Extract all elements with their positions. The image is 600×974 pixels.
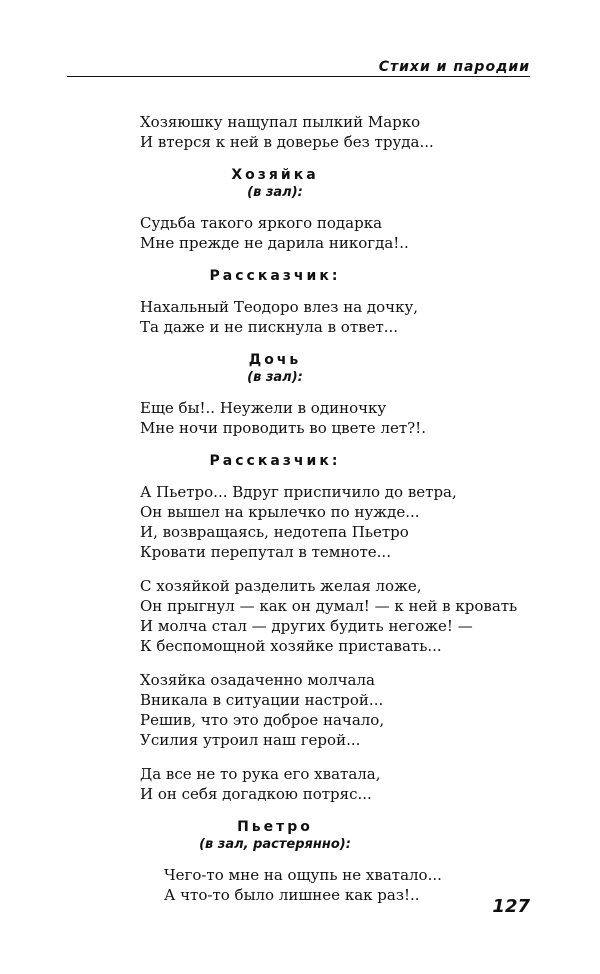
stanza-gap [140,562,540,576]
stanza-gap [140,750,540,764]
verse-line: Нахальный Теодоро влез на дочку, [140,298,419,316]
page-number: 127 [492,896,530,917]
verse-line: Вникала в ситуации настрой... [140,691,384,709]
speaker-name: Рассказчик: [209,268,341,284]
speaker-name: Дочь [248,352,302,368]
speaker-block [140,351,410,386]
stanza [140,213,540,253]
verse-line: Он вышел на крылечко по нужде... [140,503,420,521]
speaker-name: Рассказчик: [209,453,341,469]
running-title: Стихи и пародии [378,59,530,75]
verse-line: Он прыгнул — как он думал! — к ней в кровать [140,597,518,615]
stage-direction: (в зал): [247,370,303,385]
stanza [140,112,540,152]
verse-line: Еще бы!.. Неужели в одиночку [140,399,387,417]
verse-line: Хозяйка озадаченно молчала [140,671,375,689]
stanza [140,398,540,438]
verse-line: Усилия утроил наш герой... [140,731,361,749]
stanza [140,865,540,905]
verse-line: Судьба такого яркого подарка [140,214,383,232]
verse-line: С хозяйкой разделить желая ложе, [140,577,422,595]
verse-line: И, возвращаясь, недотепа Пьетро [140,523,409,541]
speaker-name: Хозяйка [231,167,319,183]
verse-line: Хозяюшку нащупал пылкий Марко [140,113,421,131]
speaker-block [140,818,410,853]
stage-direction: (в зал): [247,185,303,200]
poem-body [140,112,540,905]
stage-direction: (в зал, растерянно): [199,837,351,852]
stanza [140,670,540,750]
verse-line: И молча стал — других будить негоже! — [140,617,473,635]
stanza [140,482,540,562]
verse-line: А что-то было лишнее как раз!.. [164,886,420,904]
stanza [140,576,540,656]
verse-line: Чего-то мне на ощупь не хватало... [164,866,442,884]
verse-line: Мне ночи проводить во цвете лет?!. [140,419,426,437]
stanza [140,764,540,804]
stanza-gap [140,656,540,670]
stanza [140,297,540,337]
verse-line: И втерся к ней в доверье без труда... [140,133,434,151]
verse-line: К беспомощной хозяйке приставать... [140,637,442,655]
speaker-block [140,452,410,470]
verse-line: Решив, что это доброе начало, [140,711,385,729]
speaker-name: Пьетро [237,819,313,835]
verse-line: А Пьетро... Вдруг приспичило до ветра, [140,483,457,501]
verse-line: Да все не то рука его хватала, [140,765,381,783]
verse-line: И он себя догадкою потряс... [140,785,372,803]
speaker-block [140,267,410,285]
verse-line: Мне прежде не дарила никогда!.. [140,234,409,252]
header-rule [67,76,530,77]
verse-line: Кровати перепутал в темноте... [140,543,391,561]
verse-line: Та даже и не пискнула в ответ... [140,318,399,336]
speaker-block [140,166,410,201]
